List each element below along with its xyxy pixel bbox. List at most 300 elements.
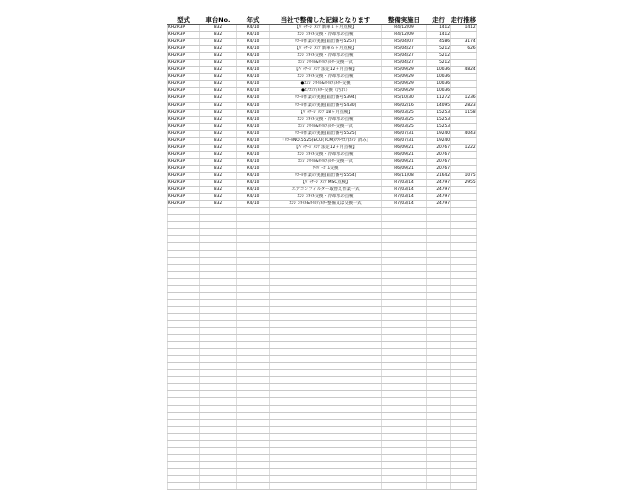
cell-year: R4/10 bbox=[237, 53, 270, 60]
cell-work-item: エアコンフィルター取替え作業一式 bbox=[270, 187, 382, 194]
empty-row bbox=[168, 306, 477, 313]
cell-mileage-change bbox=[451, 433, 477, 440]
cell-service-date bbox=[382, 384, 427, 391]
cell-mileage-change bbox=[451, 426, 477, 433]
cell-model bbox=[168, 440, 200, 447]
cell-mileage-change bbox=[451, 363, 477, 370]
table-row bbox=[168, 180, 477, 187]
cell-model bbox=[168, 356, 200, 363]
cell-work-item: ｴﾝｼﾞﾝｵｲﾙ&ｵｲﾙﾌｨﾙﾀｰ交換一式 bbox=[270, 60, 382, 67]
cell-mileage bbox=[427, 342, 451, 349]
cell-mileage-change bbox=[451, 222, 477, 229]
cell-service-date: R6/03/25 bbox=[382, 116, 427, 123]
cell-chassis-no bbox=[200, 328, 237, 335]
cell-work-item: 【ﾊﾟｯｹｰｼﾞﾒﾝﾃ 18ヶ月点検】 bbox=[270, 109, 382, 116]
cell-model: KH2R3P bbox=[168, 102, 200, 109]
cell-mileage: 5212 bbox=[427, 53, 451, 60]
cell-mileage-change bbox=[451, 299, 477, 306]
empty-row bbox=[168, 384, 477, 391]
empty-row bbox=[168, 264, 477, 271]
cell-chassis-no: 832 bbox=[200, 158, 237, 165]
table-row bbox=[168, 109, 477, 116]
cell-service-date bbox=[382, 440, 427, 447]
cell-mileage-change: 626 bbox=[451, 46, 477, 53]
cell-year: R4/10 bbox=[237, 123, 270, 130]
cell-work-item bbox=[270, 264, 382, 271]
cell-mileage: 1412 bbox=[427, 32, 451, 39]
cell-work-item bbox=[270, 208, 382, 215]
cell-mileage-change: 1412 bbox=[451, 25, 477, 32]
cell-chassis-no bbox=[200, 285, 237, 292]
cell-mileage bbox=[427, 377, 451, 384]
cell-mileage-change bbox=[451, 194, 477, 201]
cell-work-item bbox=[270, 363, 382, 370]
cell-mileage: 15253 bbox=[427, 116, 451, 123]
cell-model: KH2R3P bbox=[168, 46, 200, 53]
cell-service-date bbox=[382, 313, 427, 320]
cell-chassis-no: 832 bbox=[200, 180, 237, 187]
table-row bbox=[168, 67, 477, 74]
cell-work-item: ﾘｺｰﾙ作業の実施[届出番号5525] bbox=[270, 130, 382, 137]
cell-year bbox=[237, 349, 270, 356]
cell-mileage: 20767 bbox=[427, 158, 451, 165]
cell-service-date: R5/09/29 bbox=[382, 88, 427, 95]
cell-mileage-change bbox=[451, 349, 477, 356]
cell-chassis-no bbox=[200, 384, 237, 391]
cell-service-date: R7/03/14 bbox=[382, 194, 427, 201]
cell-chassis-no bbox=[200, 335, 237, 342]
cell-service-date: R4/12/09 bbox=[382, 32, 427, 39]
cell-year: R4/10 bbox=[237, 172, 270, 179]
cell-model bbox=[168, 278, 200, 285]
empty-row bbox=[168, 229, 477, 236]
cell-service-date bbox=[382, 349, 427, 356]
empty-row bbox=[168, 328, 477, 335]
cell-chassis-no bbox=[200, 412, 237, 419]
cell-chassis-no bbox=[200, 306, 237, 313]
cell-mileage-change bbox=[451, 116, 477, 123]
cell-model: KH2R3P bbox=[168, 137, 200, 144]
cell-work-item: ﾘｺｰﾙ作業の実施[届出番号5430] bbox=[270, 102, 382, 109]
cell-mileage-change bbox=[451, 398, 477, 405]
cell-model bbox=[168, 405, 200, 412]
cell-service-date: R5/04/27 bbox=[382, 60, 427, 67]
cell-model: KH2R3P bbox=[168, 165, 200, 172]
cell-model bbox=[168, 271, 200, 278]
cell-mileage bbox=[427, 447, 451, 454]
cell-model: KH2R3P bbox=[168, 151, 200, 158]
cell-mileage: 4586 bbox=[427, 39, 451, 46]
cell-service-date bbox=[382, 250, 427, 257]
cell-mileage-change: 1075 bbox=[451, 172, 477, 179]
cell-mileage bbox=[427, 215, 451, 222]
empty-row bbox=[168, 391, 477, 398]
cell-work-item bbox=[270, 236, 382, 243]
cell-mileage-change bbox=[451, 313, 477, 320]
cell-service-date bbox=[382, 476, 427, 483]
cell-mileage-change bbox=[451, 342, 477, 349]
cell-mileage bbox=[427, 483, 451, 490]
cell-work-item: ｴﾝｼﾞﾝｵｲﾙ交換・冷却水の点検 bbox=[270, 32, 382, 39]
cell-service-date: R6/02/16 bbox=[382, 102, 427, 109]
cell-service-date bbox=[382, 243, 427, 250]
cell-chassis-no: 832 bbox=[200, 165, 237, 172]
cell-service-date bbox=[382, 433, 427, 440]
cell-chassis-no bbox=[200, 356, 237, 363]
cell-mileage bbox=[427, 349, 451, 356]
cell-service-date bbox=[382, 447, 427, 454]
cell-service-date: R5/09/29 bbox=[382, 81, 427, 88]
table-row bbox=[168, 95, 477, 102]
cell-year bbox=[237, 236, 270, 243]
cell-service-date: R6/07/31 bbox=[382, 130, 427, 137]
cell-model bbox=[168, 299, 200, 306]
empty-row bbox=[168, 243, 477, 250]
cell-work-item bbox=[270, 398, 382, 405]
cell-mileage-change bbox=[451, 250, 477, 257]
table-row bbox=[168, 137, 477, 144]
cell-chassis-no bbox=[200, 440, 237, 447]
cell-service-date bbox=[382, 412, 427, 419]
cell-chassis-no bbox=[200, 426, 237, 433]
cell-mileage bbox=[427, 285, 451, 292]
cell-mileage bbox=[427, 426, 451, 433]
table-row bbox=[168, 32, 477, 39]
cell-year bbox=[237, 412, 270, 419]
cell-model bbox=[168, 398, 200, 405]
cell-work-item bbox=[270, 405, 382, 412]
cell-year bbox=[237, 243, 270, 250]
cell-mileage: 14095 bbox=[427, 102, 451, 109]
table-row bbox=[168, 172, 477, 179]
cell-year bbox=[237, 313, 270, 320]
cell-mileage bbox=[427, 299, 451, 306]
cell-chassis-no bbox=[200, 313, 237, 320]
table-row bbox=[168, 194, 477, 201]
cell-work-item bbox=[270, 243, 382, 250]
cell-mileage-change bbox=[451, 285, 477, 292]
cell-chassis-no: 832 bbox=[200, 187, 237, 194]
cell-year bbox=[237, 306, 270, 313]
empty-row bbox=[168, 370, 477, 377]
cell-work-item bbox=[270, 483, 382, 490]
cell-mileage bbox=[427, 335, 451, 342]
cell-service-date bbox=[382, 215, 427, 222]
cell-work-item: ｴﾝｼﾞﾝｵｲﾙ&ｵｲﾙﾌｨﾙﾀｰ交換一式 bbox=[270, 123, 382, 130]
cell-mileage: 10036 bbox=[427, 67, 451, 74]
cell-model: KH2R3P bbox=[168, 39, 200, 46]
table-row bbox=[168, 39, 477, 46]
cell-year bbox=[237, 335, 270, 342]
cell-model bbox=[168, 483, 200, 490]
cell-mileage bbox=[427, 433, 451, 440]
table-row bbox=[168, 81, 477, 88]
cell-mileage: 20767 bbox=[427, 144, 451, 151]
cell-mileage: 11272 bbox=[427, 95, 451, 102]
cell-service-date bbox=[382, 299, 427, 306]
cell-mileage bbox=[427, 412, 451, 419]
cell-service-date bbox=[382, 222, 427, 229]
cell-year bbox=[237, 384, 270, 391]
cell-mileage: 21642 bbox=[427, 172, 451, 179]
cell-chassis-no bbox=[200, 363, 237, 370]
cell-work-item bbox=[270, 292, 382, 299]
cell-model bbox=[168, 335, 200, 342]
empty-row bbox=[168, 285, 477, 292]
cell-service-date: R5/09/29 bbox=[382, 74, 427, 81]
cell-work-item: ｴﾝｼﾞﾝｵｲﾙ交換・冷却水の点検 bbox=[270, 53, 382, 60]
cell-year: R4/10 bbox=[237, 46, 270, 53]
cell-mileage bbox=[427, 278, 451, 285]
cell-service-date: R4/12/09 bbox=[382, 25, 427, 32]
table-row bbox=[168, 123, 477, 130]
cell-mileage-change bbox=[451, 468, 477, 475]
cell-model bbox=[168, 433, 200, 440]
cell-model bbox=[168, 313, 200, 320]
cell-mileage bbox=[427, 398, 451, 405]
cell-year bbox=[237, 363, 270, 370]
cell-model bbox=[168, 363, 200, 370]
cell-work-item bbox=[270, 278, 382, 285]
cell-model bbox=[168, 222, 200, 229]
cell-chassis-no bbox=[200, 299, 237, 306]
cell-year bbox=[237, 405, 270, 412]
cell-year bbox=[237, 257, 270, 264]
cell-work-item: 【ﾊﾟｯｹｰｼﾞﾒﾝﾃ 法定12ヶ月点検】 bbox=[270, 67, 382, 74]
cell-year: R4/10 bbox=[237, 88, 270, 95]
cell-work-item bbox=[270, 391, 382, 398]
cell-work-item bbox=[270, 222, 382, 229]
cell-work-item: 【ﾊﾟｯｹｰｼﾞﾒﾝﾃ MSC点検】 bbox=[270, 180, 382, 187]
cell-mileage-change bbox=[451, 483, 477, 490]
cell-year bbox=[237, 208, 270, 215]
cell-work-item bbox=[270, 328, 382, 335]
empty-row bbox=[168, 208, 477, 215]
cell-year: R4/10 bbox=[237, 32, 270, 39]
cell-mileage-change bbox=[451, 74, 477, 81]
table-row bbox=[168, 102, 477, 109]
cell-model bbox=[168, 447, 200, 454]
cell-mileage bbox=[427, 391, 451, 398]
empty-row bbox=[168, 335, 477, 342]
cell-model: KH2R3P bbox=[168, 180, 200, 187]
cell-year bbox=[237, 433, 270, 440]
cell-mileage: 24797 bbox=[427, 187, 451, 194]
cell-mileage-change bbox=[451, 412, 477, 419]
cell-mileage-change bbox=[451, 229, 477, 236]
cell-chassis-no bbox=[200, 222, 237, 229]
cell-mileage-change: 1158 bbox=[451, 109, 477, 116]
cell-service-date bbox=[382, 264, 427, 271]
cell-chassis-no: 832 bbox=[200, 67, 237, 74]
cell-service-date: R5/04/07 bbox=[382, 39, 427, 46]
cell-model: KH2R3P bbox=[168, 123, 200, 130]
cell-mileage bbox=[427, 384, 451, 391]
empty-row bbox=[168, 377, 477, 384]
cell-year: R4/10 bbox=[237, 180, 270, 187]
cell-work-item bbox=[270, 306, 382, 313]
cell-year: R4/10 bbox=[237, 67, 270, 74]
cell-work-item bbox=[270, 356, 382, 363]
cell-year: R4/10 bbox=[237, 81, 270, 88]
table-row bbox=[168, 158, 477, 165]
cell-mileage-change bbox=[451, 306, 477, 313]
cell-work-item: 【ﾊﾟｯｹｰｼﾞﾒﾝﾃ 法定12ヶ月点検】 bbox=[270, 144, 382, 151]
cell-mileage: 20767 bbox=[427, 151, 451, 158]
cell-service-date bbox=[382, 377, 427, 384]
cell-model bbox=[168, 306, 200, 313]
header-service-date: 整備実施日 bbox=[382, 13, 427, 25]
cell-service-date bbox=[382, 419, 427, 426]
cell-chassis-no: 832 bbox=[200, 102, 237, 109]
empty-row bbox=[168, 342, 477, 349]
cell-service-date: R6/09/21 bbox=[382, 158, 427, 165]
cell-mileage bbox=[427, 236, 451, 243]
cell-year bbox=[237, 320, 270, 327]
cell-year bbox=[237, 468, 270, 475]
empty-row bbox=[168, 320, 477, 327]
cell-mileage bbox=[427, 461, 451, 468]
table-row bbox=[168, 130, 477, 137]
cell-chassis-no bbox=[200, 447, 237, 454]
cell-chassis-no bbox=[200, 215, 237, 222]
header-title: 当社で整備した記録となります bbox=[270, 13, 382, 25]
table-row bbox=[168, 74, 477, 81]
cell-mileage bbox=[427, 440, 451, 447]
cell-model: KH2R3P bbox=[168, 144, 200, 151]
cell-mileage: 15253 bbox=[427, 109, 451, 116]
cell-model bbox=[168, 320, 200, 327]
cell-service-date: R6/09/21 bbox=[382, 165, 427, 172]
cell-mileage: 10036 bbox=[427, 74, 451, 81]
maintenance-record-table bbox=[167, 13, 477, 490]
cell-work-item bbox=[270, 229, 382, 236]
cell-year: R4/10 bbox=[237, 109, 270, 116]
cell-work-item bbox=[270, 433, 382, 440]
empty-row bbox=[168, 476, 477, 483]
cell-mileage bbox=[427, 419, 451, 426]
cell-service-date: R7/03/14 bbox=[382, 201, 427, 208]
cell-mileage: 10036 bbox=[427, 88, 451, 95]
empty-row bbox=[168, 440, 477, 447]
cell-service-date: R6/07/31 bbox=[382, 137, 427, 144]
cell-mileage-change bbox=[451, 476, 477, 483]
table-row bbox=[168, 25, 477, 32]
empty-row bbox=[168, 461, 477, 468]
cell-service-date bbox=[382, 335, 427, 342]
cell-work-item: ｴﾝｼﾞﾝｵｲﾙ交換・冷却水の点検 bbox=[270, 194, 382, 201]
cell-model bbox=[168, 292, 200, 299]
cell-mileage-change bbox=[451, 384, 477, 391]
cell-year bbox=[237, 229, 270, 236]
cell-mileage-change bbox=[451, 215, 477, 222]
cell-mileage: 1412 bbox=[427, 25, 451, 32]
cell-work-item: ●ｴｱｺﾝﾌｨﾙﾀｰ交換（汚れ） bbox=[270, 88, 382, 95]
cell-model: KH2R3P bbox=[168, 74, 200, 81]
header-model: 型式 bbox=[168, 13, 200, 25]
cell-chassis-no bbox=[200, 208, 237, 215]
cell-chassis-no bbox=[200, 250, 237, 257]
table-row bbox=[168, 116, 477, 123]
cell-year bbox=[237, 377, 270, 384]
cell-service-date bbox=[382, 271, 427, 278]
cell-mileage-change: 1222 bbox=[451, 144, 477, 151]
empty-row bbox=[168, 349, 477, 356]
cell-chassis-no bbox=[200, 271, 237, 278]
cell-mileage-change: 4043 bbox=[451, 130, 477, 137]
cell-mileage: 19240 bbox=[427, 130, 451, 137]
cell-work-item: 「ﾘｺｰﾙNO.5525(ECU(TCM)ｿﾌﾄｳｴｱ)ｴｲｼﾞ済み」 bbox=[270, 137, 382, 144]
cell-chassis-no bbox=[200, 342, 237, 349]
cell-mileage-change bbox=[451, 264, 477, 271]
table-row bbox=[168, 151, 477, 158]
cell-mileage-change bbox=[451, 370, 477, 377]
cell-mileage-change bbox=[451, 328, 477, 335]
cell-year bbox=[237, 356, 270, 363]
cell-service-date: R5/10/30 bbox=[382, 95, 427, 102]
cell-mileage bbox=[427, 208, 451, 215]
cell-chassis-no bbox=[200, 370, 237, 377]
cell-year bbox=[237, 440, 270, 447]
cell-model bbox=[168, 377, 200, 384]
cell-mileage-change bbox=[451, 447, 477, 454]
cell-chassis-no: 832 bbox=[200, 144, 237, 151]
table-row bbox=[168, 201, 477, 208]
cell-chassis-no bbox=[200, 483, 237, 490]
header-row bbox=[168, 13, 477, 25]
cell-mileage bbox=[427, 243, 451, 250]
cell-mileage-change bbox=[451, 356, 477, 363]
cell-work-item: ﾘｺｰﾙ作業の実施[届出番号5394] bbox=[270, 95, 382, 102]
cell-year: R4/10 bbox=[237, 25, 270, 32]
cell-mileage-change bbox=[451, 236, 477, 243]
cell-mileage-change bbox=[451, 53, 477, 60]
cell-year bbox=[237, 398, 270, 405]
cell-year: R4/10 bbox=[237, 144, 270, 151]
cell-year: R4/10 bbox=[237, 95, 270, 102]
cell-mileage: 5212 bbox=[427, 46, 451, 53]
cell-year bbox=[237, 222, 270, 229]
cell-work-item bbox=[270, 426, 382, 433]
cell-year: R4/10 bbox=[237, 130, 270, 137]
cell-work-item: ｴﾝｼﾞﾝｵｲﾙ交換・冷却水の点検 bbox=[270, 74, 382, 81]
cell-work-item bbox=[270, 384, 382, 391]
cell-mileage bbox=[427, 313, 451, 320]
cell-year bbox=[237, 250, 270, 257]
cell-mileage-change bbox=[451, 377, 477, 384]
cell-work-item: ｴﾝｼﾞﾝｵｲﾙ&ｵｲﾙﾌｨﾙﾀｰ整備又は交換一式 bbox=[270, 201, 382, 208]
cell-work-item bbox=[270, 271, 382, 278]
cell-mileage-change bbox=[451, 187, 477, 194]
empty-row bbox=[168, 405, 477, 412]
cell-work-item bbox=[270, 285, 382, 292]
cell-service-date: R6/03/25 bbox=[382, 109, 427, 116]
cell-work-item bbox=[270, 299, 382, 306]
cell-mileage-change bbox=[451, 32, 477, 39]
cell-model: KH2R3P bbox=[168, 95, 200, 102]
cell-year bbox=[237, 264, 270, 271]
cell-mileage bbox=[427, 271, 451, 278]
cell-model bbox=[168, 236, 200, 243]
cell-mileage: 19240 bbox=[427, 137, 451, 144]
cell-mileage-change bbox=[451, 257, 477, 264]
cell-mileage-change bbox=[451, 208, 477, 215]
cell-service-date bbox=[382, 468, 427, 475]
cell-chassis-no bbox=[200, 476, 237, 483]
cell-year bbox=[237, 391, 270, 398]
cell-mileage bbox=[427, 468, 451, 475]
cell-mileage bbox=[427, 363, 451, 370]
